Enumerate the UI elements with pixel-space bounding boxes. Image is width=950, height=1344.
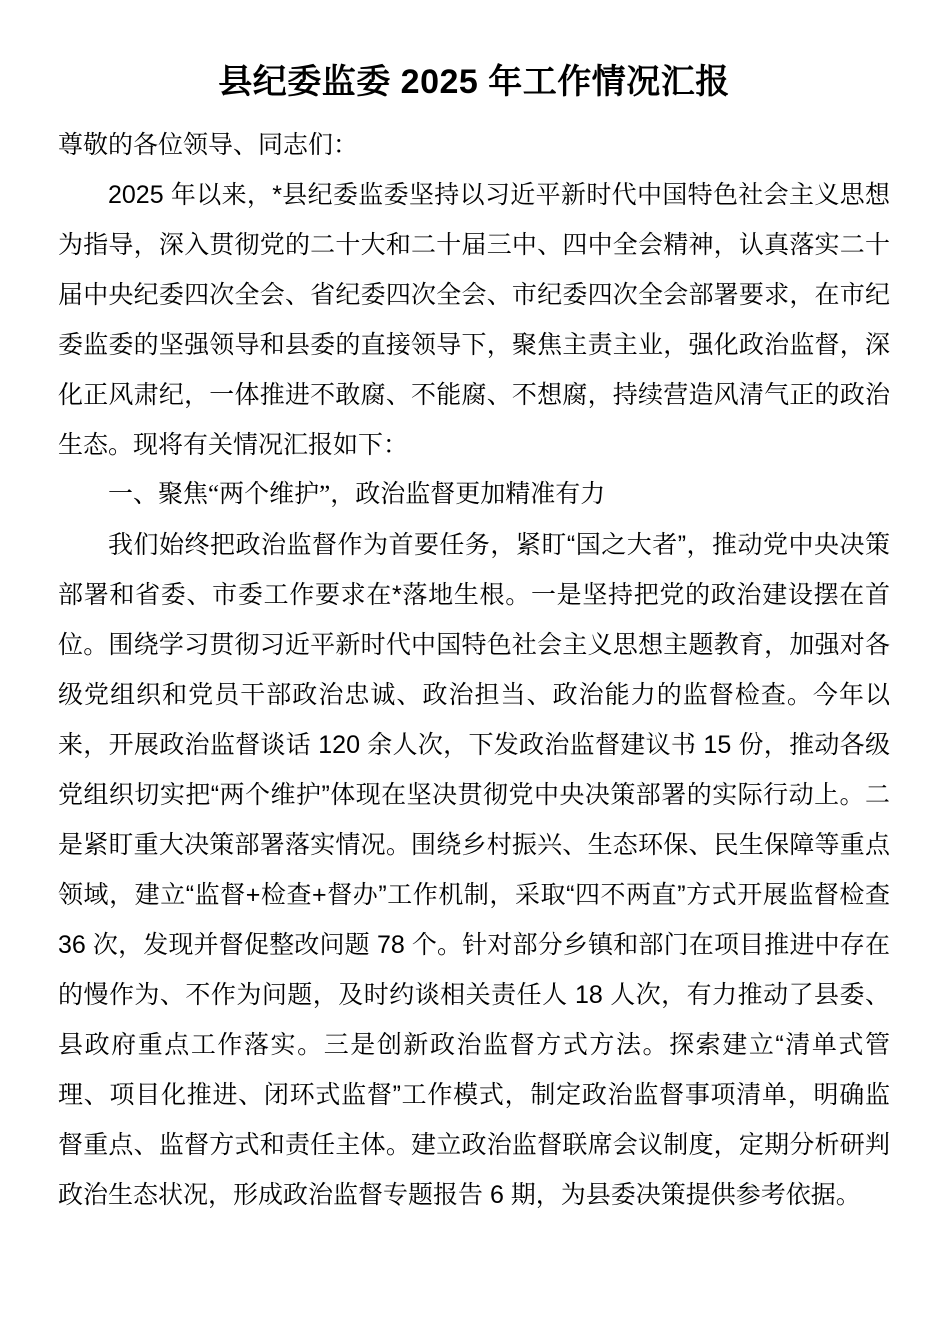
section-body-1: 我们始终把政治监督作为首要任务，紧盯“国之大者”，推动党中央决策部署和省委、市委工作要求在*落地生根。一是坚持把党的政治建设摆在首位。围绕学习贯彻习近平新时代中国特色社会主义思想主题教育，加强对各级党组织和党员干部政治忠诚、政治担当、政治能力的监督检查。今年以来，开展政治监督谈话 120 余人次，下发政治监督建议书 15 份，推动各级党组织切实把“两个维护”体现在坚决贯彻党中央决策部署的实际行动上。二是紧盯重大决策部署落实情况。围绕乡村振兴、生态环保、民生保障等重点领域，建立“监督+检查+督办”工作机制，采取“四不两直”方式开展监督检查 36 次，发现并督促整改问题 78 个。针对部分乡镇和部门在项目推进中存在的慢作为、不作为问题，及时约谈相关责任人 18 人次，有力推动了县委、县政府重点工作落实。三是创新政治监督方式方法。探索建立“清单式管理、项目化推进、闭环式监督”工作模式，制定政治监督事项清单，明确监督重点、监督方式和责任主体。建立政治监督联席会议制度，定期分析研判政治生态状况，形成政治监督专题报告 6 期，为县委决策提供参考依据。 [58, 531, 890, 1209]
opening-paragraph: 2025 年以来，*县纪委监委坚持以习近平新时代中国特色社会主义思想为指导，深入贯彻党的二十大和二十届三中、四中全会精神，认真落实二十届中央纪委四次全会、省纪委四次全会、市纪委四次全会部署要求，在市纪委监委的坚强领导和县委的直接领导下，聚焦主责主业，强化政治监督，深化正风肃纪，一体推进不敢腐、不能腐、不想腐，持续营造风清气正的政治生态。现将有关情况汇报如下： [58, 181, 890, 459]
page-title: 县纪委监委 2025 年工作情况汇报 [218, 63, 730, 101]
salutation-line: 尊敬的各位领导、同志们： [58, 131, 359, 159]
section-heading-1: 一、聚焦“两个维护”，政治监督更加精准有力 [108, 481, 606, 508]
